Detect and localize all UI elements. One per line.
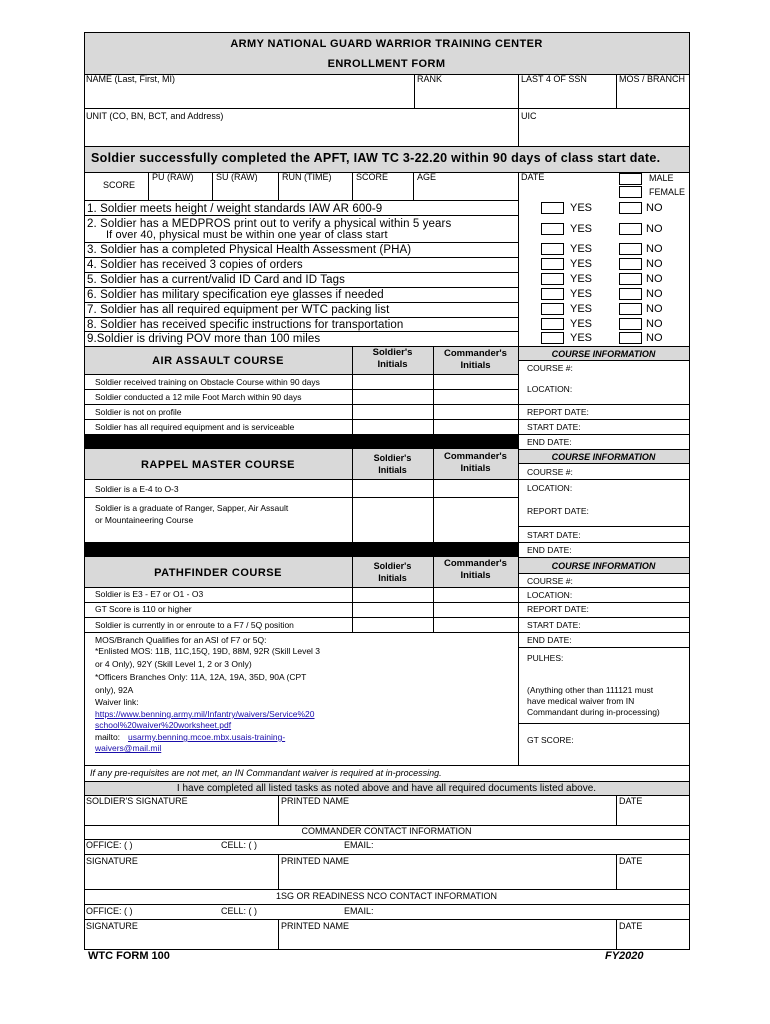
cmdr-office-label: OFFICE: ( ) xyxy=(86,840,133,850)
soldiers-initials-header: Soldier's Initials xyxy=(372,347,413,370)
cmdr-date-label: DATE xyxy=(619,856,643,866)
apft-col-date: DATE xyxy=(521,172,545,182)
aa-item-3: Soldier is not on profile xyxy=(95,407,182,417)
no-checkbox[interactable] xyxy=(619,318,642,330)
rm-location: LOCATION: xyxy=(527,483,573,493)
yes-checkbox[interactable] xyxy=(541,303,564,315)
aa-item-4: Soldier has all required equipment and is serviceable xyxy=(95,422,295,432)
yes-label: YES xyxy=(570,332,593,344)
nco-date-label: DATE xyxy=(619,921,643,931)
pf-mail-link[interactable]: usarmy.benning.mcoe.mbx.usais-training- xyxy=(128,732,286,742)
rm-item-2: Soldier is a graduate of Ranger, Sapper, Air Assault xyxy=(95,503,289,513)
commander-contact-title: COMMANDER CONTACT INFORMATION xyxy=(301,826,472,836)
requirement-1: 1. Soldier meets height / weight standards IAW AR 600-9 xyxy=(87,203,383,215)
yes-label: YES xyxy=(570,288,593,300)
apft-col-su: SU (RAW) xyxy=(216,172,258,182)
no-label: NO xyxy=(646,258,663,270)
no-checkbox[interactable] xyxy=(619,303,642,315)
pf-item-2: GT Score is 110 or higher xyxy=(95,604,192,614)
pf-item-4-enlisted-b: or 4 Only), 92Y (Skill Level 1, 2 or 3 Only) xyxy=(95,659,252,669)
yes-label: YES xyxy=(570,273,593,285)
nco-printed-name-label: PRINTED NAME xyxy=(281,921,350,931)
pathfinder-title: PATHFINDER COURSE xyxy=(154,567,282,579)
aa-item-1: Soldier received training on Obstacle Course within 90 days xyxy=(95,377,320,387)
aa-start-date: START DATE: xyxy=(527,422,581,432)
aa-course-info-header: COURSE INFORMATION xyxy=(551,349,656,359)
fiscal-year: FY2020 xyxy=(605,950,644,962)
rm-course-info-header: COURSE INFORMATION xyxy=(551,452,656,462)
commanders-initials-header: Commander's Initials xyxy=(444,558,507,581)
aa-end-date: END DATE: xyxy=(527,437,572,447)
yes-checkbox[interactable] xyxy=(541,318,564,330)
requirement-2-sub: If over 40, physical must be within one year of class start xyxy=(106,229,388,241)
no-label: NO xyxy=(646,243,663,255)
pf-waiver-link[interactable]: https://www.benning.army.mil/Infantry/waivers/Service%20 xyxy=(95,709,315,719)
rappel-title: RAPPEL MASTER COURSE xyxy=(140,459,296,471)
yes-label: YES xyxy=(570,223,593,235)
no-label: NO xyxy=(646,303,663,315)
rank-label: RANK xyxy=(417,74,443,84)
pf-mail-link-cont[interactable]: waivers@mail.mil xyxy=(95,743,162,753)
no-label: NO xyxy=(646,223,663,235)
date-label: DATE xyxy=(619,796,643,806)
no-checkbox[interactable] xyxy=(619,288,642,300)
requirement-4: 4. Soldier has received 3 copies of orders xyxy=(87,259,303,271)
aa-course-number: COURSE #: xyxy=(527,363,573,373)
rm-course-number: COURSE #: xyxy=(527,467,573,477)
name-label: NAME (Last, First, MI) xyxy=(86,74,176,84)
pf-gt-score: GT SCORE: xyxy=(527,735,574,745)
pf-mailto-label: mailto: xyxy=(95,732,121,742)
pulhes-note-2: have medical waiver from IN xyxy=(527,696,635,706)
pf-pulhes: PULHES: xyxy=(527,653,564,663)
apft-col-pu: PU (RAW) xyxy=(152,172,194,182)
requirement-5: 5. Soldier has a current/valid ID Card and ID Tags xyxy=(87,274,345,286)
no-checkbox[interactable] xyxy=(619,223,642,235)
cmdr-email-label: EMAIL: xyxy=(344,840,374,850)
apft-col-age: AGE xyxy=(417,172,437,182)
cmdr-cell-label: CELL: ( ) xyxy=(221,840,258,850)
requirement-8: 8. Soldier has received specific instructions for transportation xyxy=(87,319,404,331)
nco-signature-label: SIGNATURE xyxy=(86,921,138,931)
yes-checkbox[interactable] xyxy=(541,223,564,235)
requirement-9: 9.Soldier is driving POV more than 100 miles xyxy=(87,333,321,345)
apft-col-score: SCORE xyxy=(356,172,389,182)
no-label: NO xyxy=(646,202,663,214)
pulhes-note-3: Commandant during in-processing) xyxy=(527,707,660,717)
pf-report-date: REPORT DATE: xyxy=(527,604,589,614)
rm-start-date: START DATE: xyxy=(527,530,581,540)
requirement-3: 3. Soldier has a completed Physical Health Assessment (PHA) xyxy=(87,244,412,256)
printed-name-label: PRINTED NAME xyxy=(281,796,350,806)
cmdr-signature-label: SIGNATURE xyxy=(86,856,138,866)
no-label: NO xyxy=(646,288,663,300)
no-checkbox[interactable] xyxy=(619,202,642,214)
aa-item-2: Soldier conducted a 12 mile Foot March within 90 days xyxy=(95,392,302,402)
form-subtitle: ENROLLMENT FORM xyxy=(327,58,446,70)
form-number: WTC FORM 100 xyxy=(88,950,170,962)
yes-checkbox[interactable] xyxy=(541,202,564,214)
yes-label: YES xyxy=(570,243,593,255)
yes-label: YES xyxy=(570,318,593,330)
no-checkbox[interactable] xyxy=(619,332,642,344)
soldiers-initials-header: Soldier's Initials xyxy=(373,561,412,583)
score-row-label: SCORE xyxy=(103,180,136,190)
pf-course-number: COURSE #: xyxy=(527,576,573,586)
pf-waiver-label: Waiver link: xyxy=(95,697,139,707)
requirement-6: 6. Soldier has military specification eye glasses if needed xyxy=(87,289,384,301)
pf-start-date: START DATE: xyxy=(527,620,581,630)
rm-end-date: END DATE: xyxy=(527,545,572,555)
unit-label: UNIT (CO, BN, BCT, and Address) xyxy=(86,111,224,121)
soldier-signature-label: SOLDIER'S SIGNATURE xyxy=(86,796,188,806)
yes-label: YES xyxy=(570,202,593,214)
pf-item-4-officers-b: only), 92A xyxy=(95,685,134,695)
pf-item-4-enlisted: *Enlisted MOS: 11B, 11C,15Q, 19D, 88M, 92R (Skill Level 3 xyxy=(95,646,321,656)
no-checkbox[interactable] xyxy=(619,243,642,255)
nco-cell-label: CELL: ( ) xyxy=(221,906,258,916)
mos-label: MOS / BRANCH xyxy=(619,74,686,84)
pf-item-1: Soldier is E3 - E7 or O1 - O3 xyxy=(95,589,204,599)
female-label: FEMALE xyxy=(649,187,686,197)
soldiers-initials-header: Soldier's Initials xyxy=(373,453,412,475)
yes-checkbox[interactable] xyxy=(541,288,564,300)
yes-checkbox[interactable] xyxy=(541,332,564,344)
pf-end-date: END DATE: xyxy=(527,635,572,645)
yes-checkbox[interactable] xyxy=(541,273,564,285)
air-assault-title: AIR ASSAULT COURSE xyxy=(152,355,284,367)
nco-contact-title: 1SG OR READINESS NCO CONTACT INFORMATION xyxy=(275,891,498,901)
commanders-initials-header: Commander's Initials xyxy=(444,348,507,371)
rm-item-2b: or Mountaineering Course xyxy=(95,515,194,525)
pf-location: LOCATION: xyxy=(527,590,573,600)
rm-item-1: Soldier is a E-4 to O-3 xyxy=(95,484,179,494)
waiver-note: If any pre-requisites are not met, an IN Commandant waiver is required at in-processing. xyxy=(90,768,442,778)
yes-checkbox[interactable] xyxy=(541,258,564,270)
requirement-2: 2. Soldier has a MEDPROS print out to verify a physical within 5 years xyxy=(87,218,452,230)
no-label: NO xyxy=(646,318,663,330)
separator-band xyxy=(84,434,518,449)
pf-item-4: MOS/Branch Qualifies for an ASI of F7 or 5Q: xyxy=(95,635,267,645)
certify-statement: I have completed all listed tasks as noted above and have all required documents listed above. xyxy=(176,783,597,794)
yes-label: YES xyxy=(570,303,593,315)
no-label: NO xyxy=(646,273,663,285)
male-label: MALE xyxy=(649,173,674,183)
nco-office-label: OFFICE: ( ) xyxy=(86,906,133,916)
pulhes-note-1: (Anything other than 111121 must xyxy=(527,685,654,695)
female-checkbox[interactable] xyxy=(619,186,642,198)
aa-report-date: REPORT DATE: xyxy=(527,407,589,417)
rm-report-date: REPORT DATE: xyxy=(527,506,589,516)
no-checkbox[interactable] xyxy=(619,273,642,285)
apft-col-run: RUN (TIME) xyxy=(282,172,332,182)
pf-course-info-header: COURSE INFORMATION xyxy=(551,561,656,571)
nco-email-label: EMAIL: xyxy=(344,906,374,916)
yes-checkbox[interactable] xyxy=(541,243,564,255)
uic-label: UIC xyxy=(521,111,537,121)
commanders-initials-header: Commander's Initials xyxy=(444,451,507,474)
cmdr-printed-name-label: PRINTED NAME xyxy=(281,856,350,866)
no-checkbox[interactable] xyxy=(619,258,642,270)
pf-waiver-link-cont[interactable]: school%20waiver%20worksheet.pdf xyxy=(95,720,232,730)
ssn-label: LAST 4 OF SSN xyxy=(521,74,587,84)
apft-banner: Soldier successfully completed the APFT, IAW TC 3-22.20 within 90 days of class start date. xyxy=(91,151,661,165)
requirement-7: 7. Soldier has all required equipment per WTC packing list xyxy=(87,304,390,316)
pf-item-4-officers: *Officers Branches Only: 11A, 12A, 19A, 35D, 90A (CPT xyxy=(95,672,307,682)
aa-location: LOCATION: xyxy=(527,384,573,394)
pf-item-3: Soldier is currently in or enroute to a F7 / 5Q position xyxy=(95,620,294,630)
no-label: NO xyxy=(646,332,663,344)
male-checkbox[interactable] xyxy=(619,173,642,185)
yes-label: YES xyxy=(570,258,593,270)
form-title: ARMY NATIONAL GUARD WARRIOR TRAINING CENTER xyxy=(230,38,543,50)
separator-band xyxy=(84,542,518,557)
